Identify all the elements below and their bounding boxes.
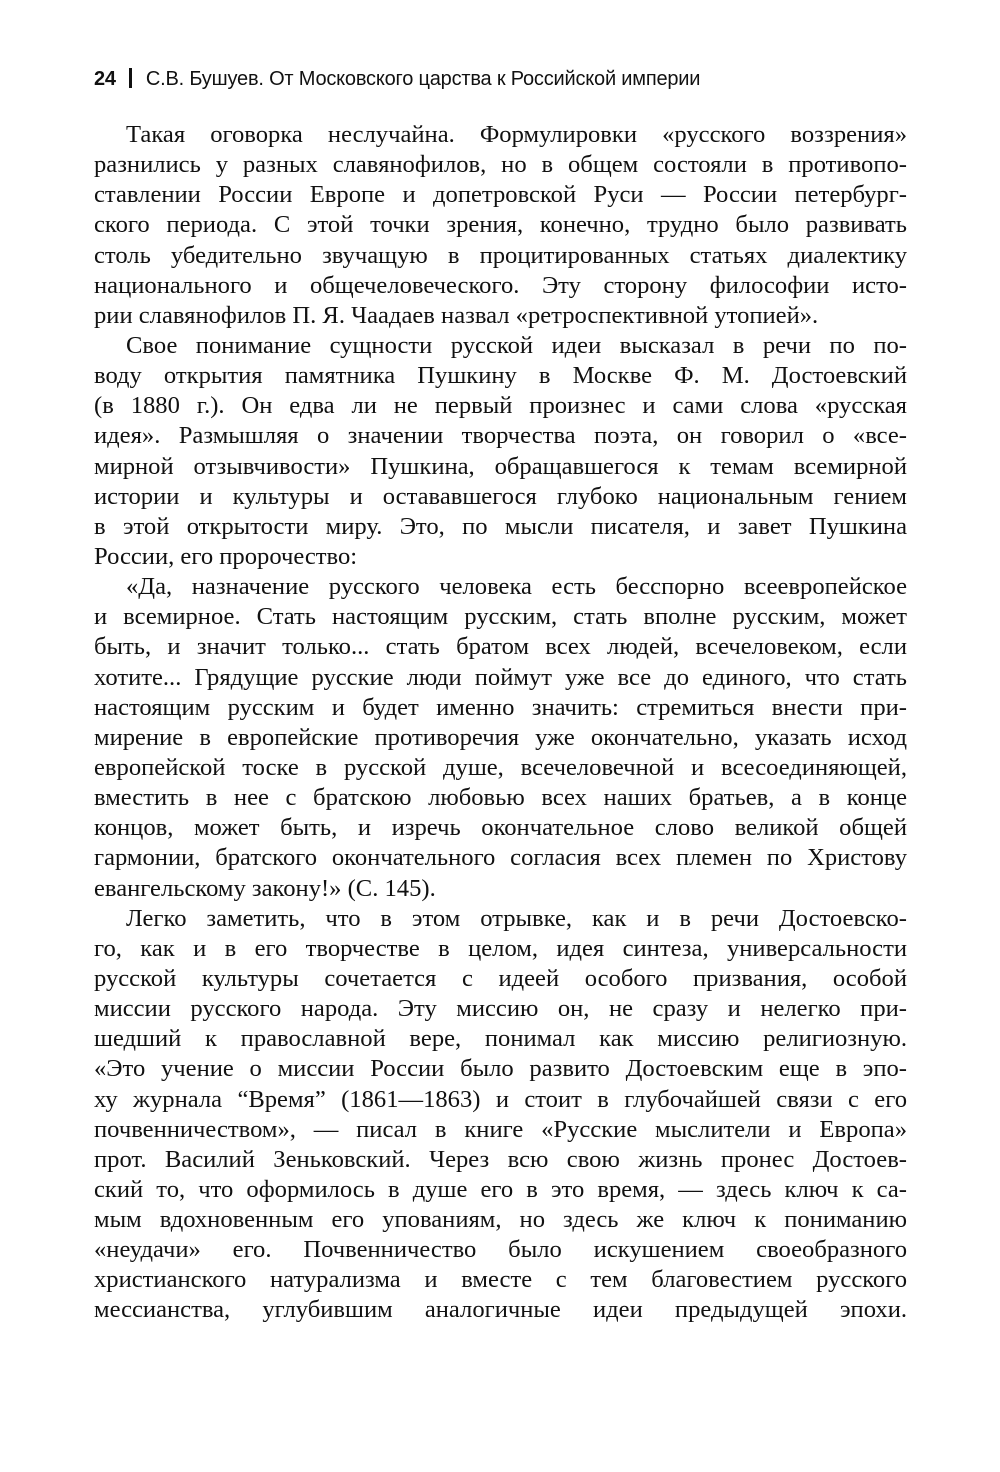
running-header	[94, 64, 700, 94]
body-text	[94, 120, 907, 1326]
text-line: христианского натурализма и вместе с тем благовестием русского	[94, 1266, 907, 1294]
quote-line: концов, может быть, и изречь окончательное слово великой общей	[94, 814, 907, 842]
running-title: С.В. Бушуев. От Московского царства к Российской империи	[145, 68, 701, 90]
quote-line: мирение в европейские противоречия уже окончательно, указать исход	[94, 723, 907, 751]
text-line: ставлении России Европе и допетровской Руси — России петербург-	[94, 181, 907, 209]
text-line: мессианства, углубившим аналогичные идеи предыдущей эпохи.	[94, 1296, 907, 1324]
text-line: ский то, что оформилось в душе его в это время, — здесь ключ к са-	[94, 1175, 907, 1203]
quote-line: гармонии, братского окончательного согласия всех племен по Христову	[94, 844, 907, 872]
text-line: идея». Размышляя о значении творчества поэта, он говорил о «все-	[94, 422, 907, 450]
text-line: Свое понимание сущности русской идеи высказал в речи по по-	[126, 331, 907, 359]
text-line: прот. Василий Зеньковский. Через всю свою жизнь пронес Достоев-	[94, 1145, 907, 1173]
text-line: столь убедительно звучащую в процитированных статьях диалектику	[94, 241, 907, 269]
text-line: воду открытия памятника Пушкину в Москве Ф. М. Достоевский	[94, 362, 907, 390]
text-line: го, как и в его творчестве в целом, идея синтеза, универсальности	[94, 934, 907, 962]
page-number: 24	[94, 68, 116, 90]
quote-line: и всемирное. Стать настоящим русским, стать вполне русским, может	[94, 603, 907, 631]
text-line: национального и общечеловеческого. Эту сторону философии исто-	[94, 271, 907, 299]
text-line: почвенничеством», — писал в книге «Русские мыслители и Европа»	[94, 1115, 907, 1143]
text-line: мирной отзывчивости» Пушкина, обращавшегося к темам всемирной	[94, 452, 907, 480]
text-line: России, его пророчество:	[94, 542, 358, 570]
text-line: в этой открытости миру. Это, по мысли писателя, и завет Пушкина	[94, 512, 907, 540]
text-line: (в 1880 г.). Он едва ли не первый произнес и сами слова «русская	[94, 392, 907, 420]
text-line: Легко заметить, что в этом отрывке, как и в речи Достоевско-	[126, 904, 907, 932]
text-line: русской культуры сочетается с идеей особого призвания, особой	[94, 964, 907, 992]
quote-line: хотите... Грядущие русские люди поймут уже все до единого, что стать	[94, 663, 907, 691]
text-line: мым вдохновенным его упованиям, но здесь же ключ к пониманию	[94, 1206, 907, 1234]
text-line: ского периода. С этой точки зрения, конечно, трудно было развивать	[94, 211, 907, 239]
text-line: «Это учение о миссии России было развито Достоевским еще в эпо-	[94, 1055, 907, 1083]
quote-line: «Да, назначение русского человека есть бесспорно всеевропейское	[126, 573, 907, 601]
quote-line: европейской тоске в русской душе, всечеловечной и всесоединяющей,	[94, 753, 907, 781]
text-line: ху журнала “Время” (1861—1863) и стоит в глубочайшей связи с его	[94, 1085, 907, 1113]
text-line: рии славянофилов П. Я. Чаадаев назвал «ретроспективной утопией».	[94, 301, 819, 329]
text-line: разнились у разных славянофилов, но в общем состояли в противопо-	[94, 151, 907, 179]
text-line: истории и культуры и остававшегося глубоко национальным гением	[94, 482, 907, 510]
text-line: «неудачи» его. Почвенничество было искушением своеобразного	[94, 1236, 907, 1264]
quote-line: евангельскому закону!» (С. 145).	[94, 874, 436, 902]
quote-line: быть, и значит только... стать братом всех людей, всечеловеком, если	[94, 633, 907, 661]
text-line: миссии русского народа. Эту миссию он, не сразу и нелегко при-	[94, 995, 907, 1023]
text-line: шедший к православной вере, понимал как миссию религиозную.	[94, 1025, 907, 1053]
text-line: Такая оговорка неслучайна. Формулировки «русского воззрения»	[126, 121, 907, 148]
quote-line: настоящим русским и будет именно значить: стремиться внести при-	[94, 693, 907, 721]
quote-line: вместить в нее с братскою любовью всех наших братьев, а в конце	[94, 784, 907, 812]
header-separator	[129, 68, 132, 88]
